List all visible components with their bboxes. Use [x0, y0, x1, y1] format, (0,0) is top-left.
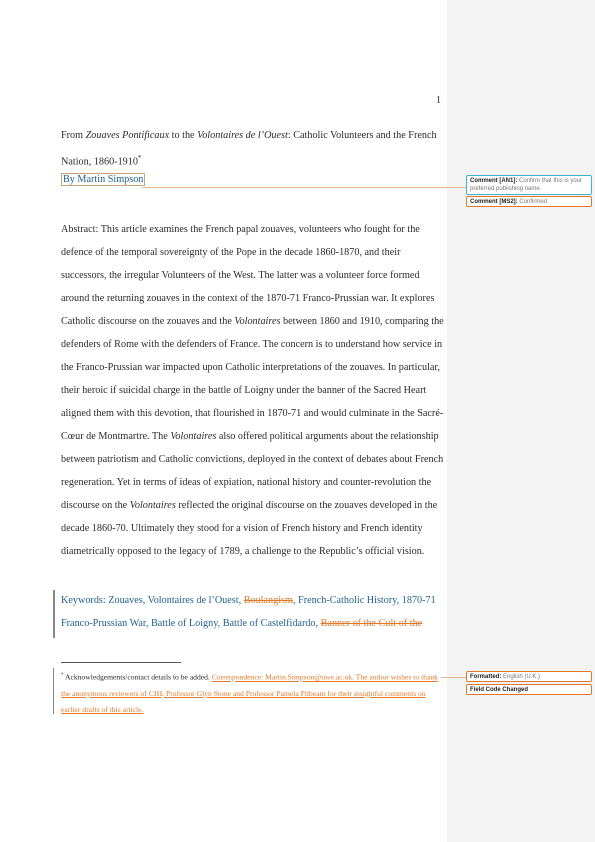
footnote [61, 668, 445, 718]
title-text-pre: From [61, 130, 86, 141]
change-bar-footnote [53, 668, 54, 714]
abstract-paragraph [61, 218, 447, 563]
formatted-label: Formatted: [470, 674, 502, 680]
abstract-text-2: between 1860 and 1910, comparing the defenders of Rome with the defenders of France. The concern is to understand how service in the Franco-Prussian war impacted upon Catholic interpretations of the zouaves. In particular, their heroic if suicidal charge in the battle of Loigny under the banner of the Sacred Heart aligned them with this devotion, that flourished in 1870-71 and would culminate in the Sacré-Cœur de Montmartre. The [61, 316, 444, 442]
title-text-post: : Catholic Volunteers and the French Nation, 1860-1910 [61, 130, 437, 168]
keywords-paragraph [61, 589, 447, 635]
abstract-text-4: reflected the original discourse on the zouaves developed in the decade 1860-70. Ultimately they stood for a vision of French history and French identity diametrically opposed to the legacy of 1789, a challenge to the Republic’s official vision. [61, 500, 438, 557]
inserted-text-correspondence[interactable]: Correspondence: Martin.Simpson@uwe.ac.uk. The author wishes to thank the anonymous reviewers of CJH, Professor Glyn Stone and Professor Pamela Pilbeam for their insightful comments on earlier drafts of this article. [61, 672, 438, 714]
field-code-changed-balloon[interactable] [466, 684, 592, 695]
page-number: 1 [436, 95, 441, 106]
keywords-text-2: , French-Catholic History, 1870-71 Franco-Prussian War, Battle of Loigny, Battle of Castelfidardo, [61, 595, 436, 629]
field-code-changed-label: Field Code Changed [470, 687, 529, 693]
abstract-text-1: Abstract: This article examines the French papal zouaves, volunteers who fought for the defence of the temporal sovereignty of the Pope in the decade 1860-1870, and their successors, the irregular Volunteers of the West. The latter was a volunteer force formed around the returning zouaves in the context of the 1870-71 Franco-Prussian war. It explores Catholic discourse on the zouaves and the [61, 224, 435, 327]
author-line[interactable] [61, 174, 145, 185]
article-title [61, 124, 441, 173]
footnote-text: Acknowledgements/contact details to be added. [63, 672, 212, 682]
formatted-balloon[interactable] [466, 671, 592, 682]
comment-an1-text: Confirm that this is your preferred publishing name. [470, 178, 583, 192]
abstract-italic-3: Volontaires [129, 500, 176, 511]
change-bar-keywords [53, 590, 55, 638]
comment-balloon-an1[interactable] [466, 175, 592, 195]
footnote-separator [61, 662, 181, 663]
abstract-text-3: also offered political arguments about the relationship between patriotism and Catholic convictions, deployed in the context of debates about French regeneration. Yet in terms of ideas of expiation, national history and counter-revolution the discourse on the [61, 431, 444, 511]
title-italic-volontaires: Volontaires de l’Ouest [197, 130, 288, 141]
title-text-mid: to the [169, 130, 198, 141]
markup-margin-pane [447, 0, 595, 842]
balloon-connector-comment [142, 187, 444, 188]
balloon-connector-comment-angle [444, 187, 468, 188]
comment-balloon-ms2[interactable] [466, 196, 592, 207]
balloon-connector-formatted [441, 677, 466, 678]
author-name[interactable]: By Martin Simpson [63, 174, 144, 185]
title-footnote-mark: * [137, 154, 142, 162]
keywords-text-1: Keywords: Zouaves, Volontaires de l’Ouest, [61, 595, 244, 606]
deleted-text-boulangism[interactable]: Boulangism [243, 595, 293, 606]
deleted-text-banner[interactable]: Banner of the Cult of the [320, 618, 423, 629]
comment-ms2-label: Comment [MS2]: [470, 199, 518, 205]
formatted-text: English (U.K.) [501, 674, 541, 680]
title-italic-zouaves: Zouaves Pontificaux [85, 130, 170, 141]
footnote-mark: * [61, 673, 64, 678]
abstract-italic-1: Volontaires [234, 316, 281, 327]
comment-an1-label: Comment [AN1]: [470, 178, 518, 184]
comment-ms2-text: Confirmed [517, 199, 548, 205]
abstract-italic-2: Volontaires [170, 431, 217, 442]
